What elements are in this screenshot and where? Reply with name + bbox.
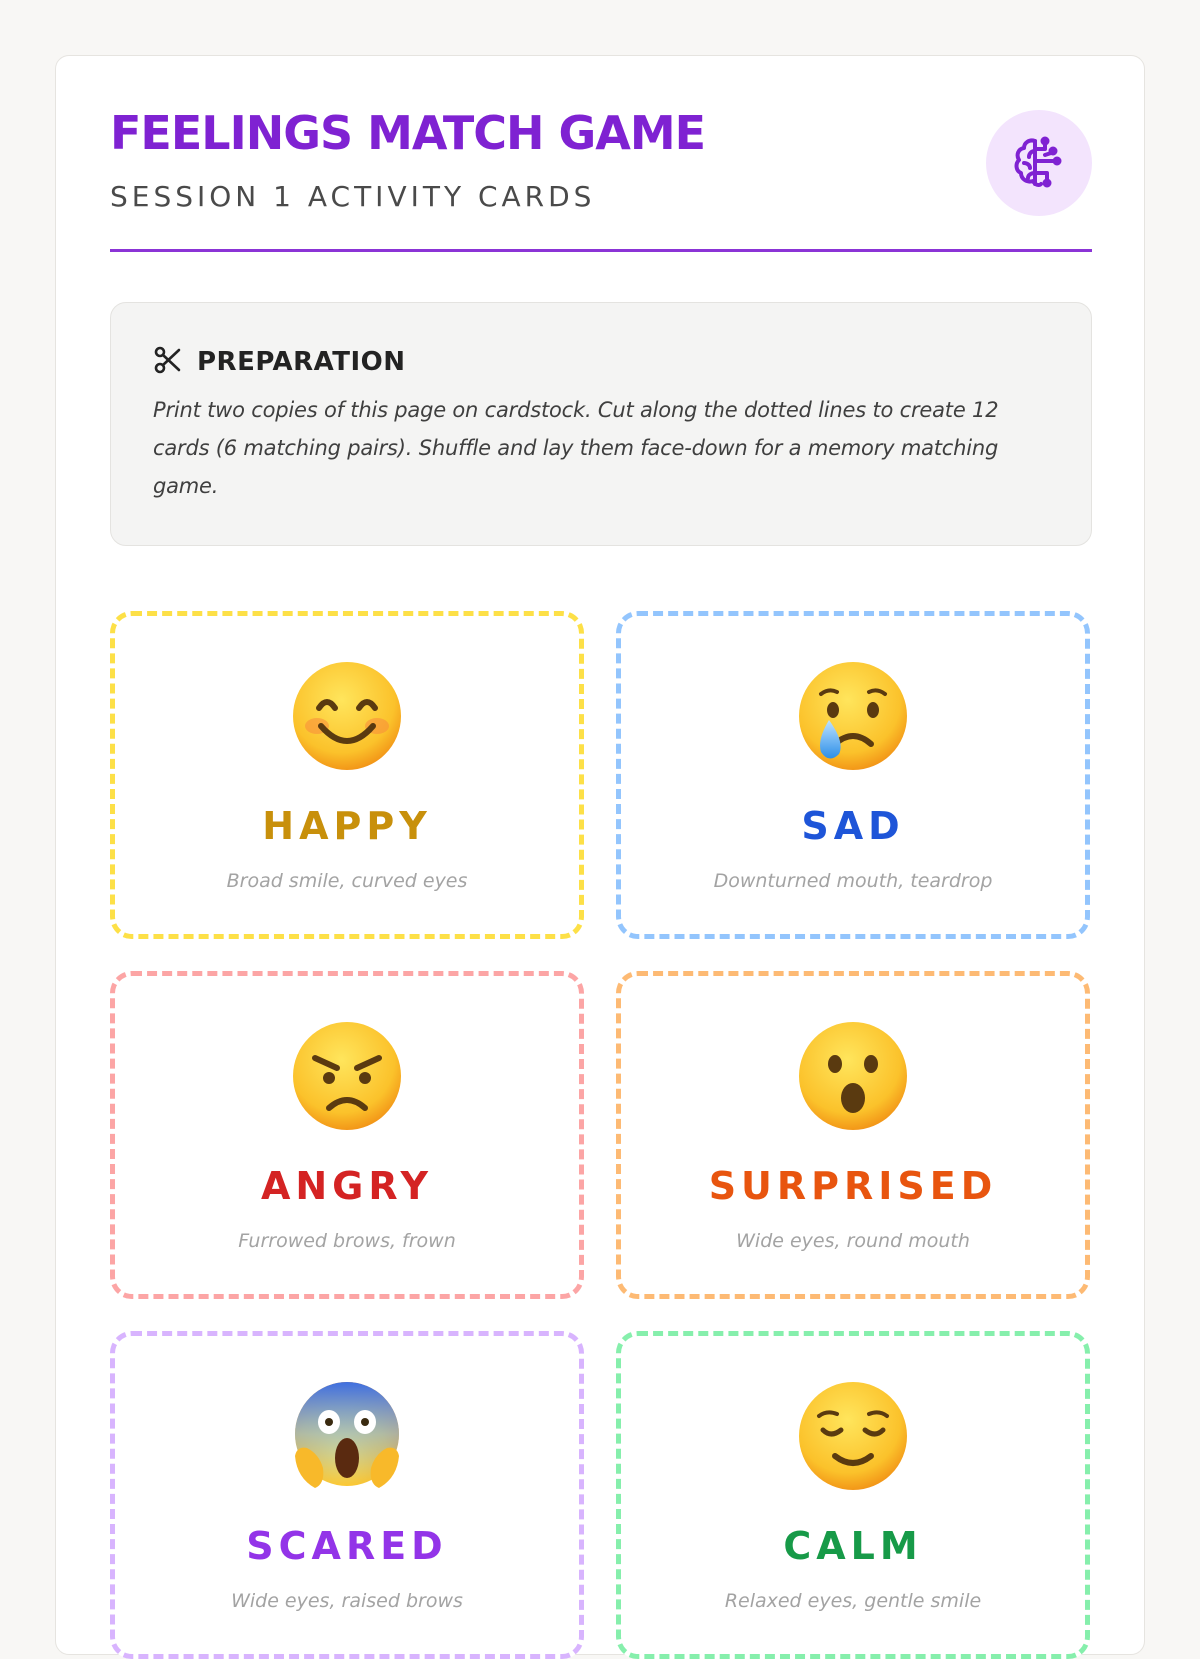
relieved-face-icon (621, 1378, 1085, 1498)
page-subtitle: SESSION 1 ACTIVITY CARDS (110, 180, 596, 213)
card-description: Relaxed eyes, gentle smile (724, 1590, 982, 1612)
page-title: FEELINGS MATCH GAME (110, 106, 706, 160)
surprised-face-icon (621, 1018, 1085, 1138)
feeling-card-sad[interactable] (616, 611, 1090, 939)
smiling-face-icon (115, 658, 579, 778)
crying-face-icon (621, 658, 1085, 778)
card-description: Wide eyes, raised brows (231, 1590, 463, 1612)
card-label: SAD (801, 804, 905, 848)
card-label: CALM (783, 1524, 923, 1568)
card-description: Wide eyes, round mouth (736, 1230, 970, 1252)
page-header (110, 56, 1092, 252)
angry-face-icon (115, 1018, 579, 1138)
card-label: HAPPY (262, 804, 432, 848)
preparation-heading (153, 345, 406, 379)
feeling-card-scared[interactable] (110, 1331, 584, 1659)
feeling-card-calm[interactable] (616, 1331, 1090, 1659)
feeling-card-happy[interactable] (110, 611, 584, 939)
card-description: Downturned mouth, teardrop (713, 870, 993, 892)
preparation-box (110, 302, 1092, 546)
screaming-face-icon (115, 1378, 579, 1498)
preparation-text: Print two copies of this page on cardstock. Cut along the dotted lines to create 12 cards (6 matching pairs). Shuffle and lay them face-down for a memory matching game. (153, 398, 999, 498)
card-label: ANGRY (260, 1164, 434, 1208)
card-description: Furrowed brows, frown (238, 1230, 456, 1252)
scissors-icon (153, 345, 183, 379)
card-label: SURPRISED (708, 1164, 998, 1208)
card-label: SCARED (246, 1524, 448, 1568)
preparation-title: PREPARATION (197, 347, 406, 377)
feeling-card-surprised[interactable] (616, 971, 1090, 1299)
brain-icon (986, 110, 1092, 216)
feeling-card-angry[interactable] (110, 971, 584, 1299)
activity-sheet (55, 55, 1145, 1655)
card-description: Broad smile, curved eyes (226, 870, 468, 892)
